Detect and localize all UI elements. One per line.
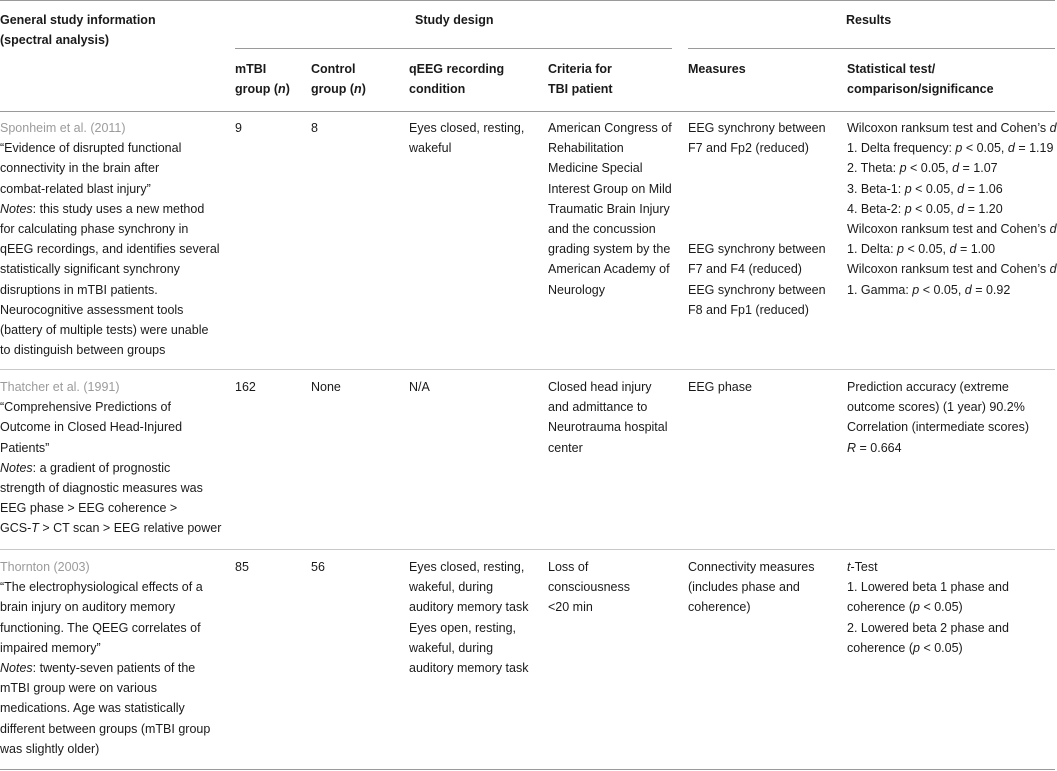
cell-line: 1. Delta: p < 0.05, d = 1.00 [847,242,996,257]
cell-line: GCS-T > CT scan > EEG relative power [0,521,222,536]
cell-line: “The electrophysiological effects of a [0,580,203,595]
cell-line: Notes: a gradient of prognostic [0,460,171,475]
col-header-n: n [354,82,362,96]
cell-line: coherence (p < 0.05) [847,640,963,655]
cell-line: F8 and Fp1 (reduced) [688,302,809,317]
cell-line: Notes: this study uses a new method [0,201,205,216]
col-header-mtbi [235,59,290,99]
cell-line: Sponheim et al. (2011) [0,121,126,135]
cell-statistics [847,557,1009,658]
cell-line: 2. Lowered beta 2 phase and [847,620,1009,635]
cell-line: American Academy of [548,262,670,277]
cell-line: functioning. The QEEG correlates of [0,620,201,635]
col-header-text: ) [361,82,366,96]
cell-line: Thatcher et al. (1991) [0,380,120,394]
cell-line: (includes phase and [688,580,800,595]
cell-line: None [311,380,341,394]
col-header-line: mTBI [235,62,267,76]
header-general-line: (spectral analysis) [0,33,110,47]
cell-line: consciousness [548,580,630,595]
cell-mtbi-n [235,557,249,577]
cell-line: Prediction accuracy (extreme [847,380,1009,394]
row-divider-2 [0,549,1055,550]
cell-line: brain injury on auditory memory [0,600,176,615]
cell-line: EEG synchrony between [688,242,826,257]
header-results: Results [846,13,892,27]
cell-line: Notes: twenty-seven patients of the [0,661,196,676]
cell-line: Neurology [548,282,605,297]
col-header-line: Measures [688,62,746,76]
cell-line: 4. Beta-2: p < 0.05, d = 1.20 [847,201,1003,216]
cell-line: Loss of [548,560,589,574]
cell-control-n [311,377,341,397]
cell-line: qEEG recordings, and identifies several [0,242,220,257]
cell-line: Wilcoxon ranksum test and Cohen’s d [847,262,1057,277]
cell-statistics [847,118,1057,300]
cell-line: connectivity in the brain after [0,161,160,176]
cell-line: Closed head injury [548,380,652,394]
cell-line: “Comprehensive Predictions of [0,400,171,415]
cell-line: combat-related blast injury” [0,181,151,196]
results-underline [688,48,1055,49]
cell-line [688,219,826,239]
cell-line: 9 [235,121,242,135]
cell-line: Eyes closed, resting, [409,121,525,135]
cell-line: Patients” [0,440,50,455]
header-general-info [0,10,230,50]
cell-line: 2. Theta: p < 0.05, d = 1.07 [847,161,998,176]
col-header-criteria [548,59,613,99]
cell-line: 8 [311,121,318,135]
cell-line: wakeful, during [409,580,494,595]
col-header-line [311,79,366,99]
cell-line: wakeful [409,141,452,156]
cell-control-n [311,118,318,138]
cell-line: “Evidence of disrupted functional [0,141,182,156]
cell-line: Outcome in Closed Head-Injured [0,420,183,435]
cell-line: Wilcoxon ranksum test and Cohen’s d [847,121,1057,135]
cell-line: F7 and Fp2 (reduced) [688,141,809,156]
cell-line: outcome scores) (1 year) 90.2% [847,400,1025,415]
col-header-text: group ( [235,82,279,96]
cell-tbi-criteria [548,377,668,458]
col-header-line: Statistical test/ [847,62,936,76]
cell-study-info [0,377,221,539]
cell-line: F7 and F4 (reduced) [688,262,802,277]
cell-line: strength of diagnostic measures was [0,481,203,496]
cell-qeeg-condition [409,118,524,158]
cell-line: Wilcoxon ranksum test and Cohen’s d [847,222,1057,237]
cell-line: 1. Delta frequency: p < 0.05, d = 1.19 [847,141,1054,156]
cell-line: coherence (p < 0.05) [847,600,963,615]
cell-line [688,199,826,219]
cell-tbi-criteria [548,557,630,618]
cell-line: American Congress of [548,121,672,135]
col-header-line: qEEG recording [409,62,505,76]
col-header-control [311,59,366,99]
cell-line: 85 [235,560,249,574]
col-header-text: ) [285,82,290,96]
cell-measures [688,557,814,618]
cell-line: <20 min [548,600,593,615]
col-header-line: condition [409,82,466,96]
cell-line: Rehabilitation [548,141,624,156]
cell-measures [688,377,752,397]
cell-line: coherence) [688,600,751,615]
cell-line: 3. Beta-1: p < 0.05, d = 1.06 [847,181,1003,196]
cell-line: Correlation (intermediate scores) [847,420,1030,435]
col-header-line: comparison/significance [847,82,994,96]
cell-line: for calculating phase synchrony in [0,222,189,237]
cell-line: medications. Age was statistically [0,701,185,716]
cell-line: Eyes closed, resting, [409,560,525,574]
cell-line: R = 0.664 [847,440,902,455]
col-header-n: n [278,82,286,96]
cell-line: (battery of multiple tests) were unable [0,323,209,338]
cell-tbi-criteria [548,118,672,300]
header-general-line: General study information [0,13,156,27]
cell-study-info [0,118,220,360]
cell-line: EEG phase [688,380,752,394]
top-rule [0,0,1055,1]
cell-line: EEG phase > EEG coherence > [0,501,178,516]
col-header-qeeg [409,59,504,99]
cell-control-n [311,557,325,577]
col-header-line: Control [311,62,356,76]
cell-qeeg-condition [409,557,528,678]
cell-qeeg-condition [409,377,430,397]
cell-line: mTBI group were on various [0,681,158,696]
header-study-design: Study design [415,13,494,27]
cell-line [688,179,826,199]
cell-line: was slightly older) [0,741,100,756]
cell-study-info [0,557,210,759]
cell-line: Thornton (2003) [0,560,90,574]
cell-mtbi-n [235,377,256,397]
cell-line: 56 [311,560,325,574]
cell-statistics [847,377,1029,458]
study-design-underline [235,48,672,49]
cell-line: Interest Group on Mild [548,181,672,196]
cell-line: impaired memory” [0,640,101,655]
table-bottom-rule [0,769,1055,770]
col-header-stat [847,59,994,99]
cell-line: and admittance to [548,400,648,415]
cell-line: Eyes open, resting, [409,620,517,635]
cell-line: EEG synchrony between [688,121,826,135]
cell-line: disruptions in mTBI patients. [0,282,158,297]
cell-line: 1. Lowered beta 1 phase and [847,580,1009,595]
cell-line: Traumatic Brain Injury [548,201,670,216]
cell-mtbi-n [235,118,242,138]
header-bottom-rule [0,111,1055,112]
col-header-line [235,79,290,99]
cell-line: to distinguish between groups [0,343,166,358]
cell-line: Medicine Special [548,161,643,176]
cell-line: center [548,440,583,455]
cell-line: 162 [235,380,256,394]
cell-line: 1. Gamma: p < 0.05, d = 0.92 [847,282,1011,297]
col-header-measures [688,59,746,79]
cell-line: EEG synchrony between [688,282,826,297]
cell-line: Neurocognitive assessment tools [0,302,184,317]
cell-line: Neurotrauma hospital [548,420,668,435]
cell-line: t-Test [847,560,878,574]
row-divider-1 [0,369,1055,370]
cell-line: auditory memory task [409,600,529,615]
col-header-line: TBI patient [548,82,613,96]
cell-line: N/A [409,380,430,394]
cell-line: different between groups (mTBI group [0,721,211,736]
cell-line: Connectivity measures [688,560,815,574]
cell-line: statistically significant synchrony [0,262,180,277]
cell-line: grading system by the [548,242,671,257]
cell-line: auditory memory task [409,661,529,676]
cell-line: and the concussion [548,222,656,237]
cell-line [688,158,826,178]
col-header-line: Criteria for [548,62,612,76]
cell-line: wakeful, during [409,640,494,655]
cell-measures [688,118,826,320]
col-header-text: group ( [311,82,355,96]
